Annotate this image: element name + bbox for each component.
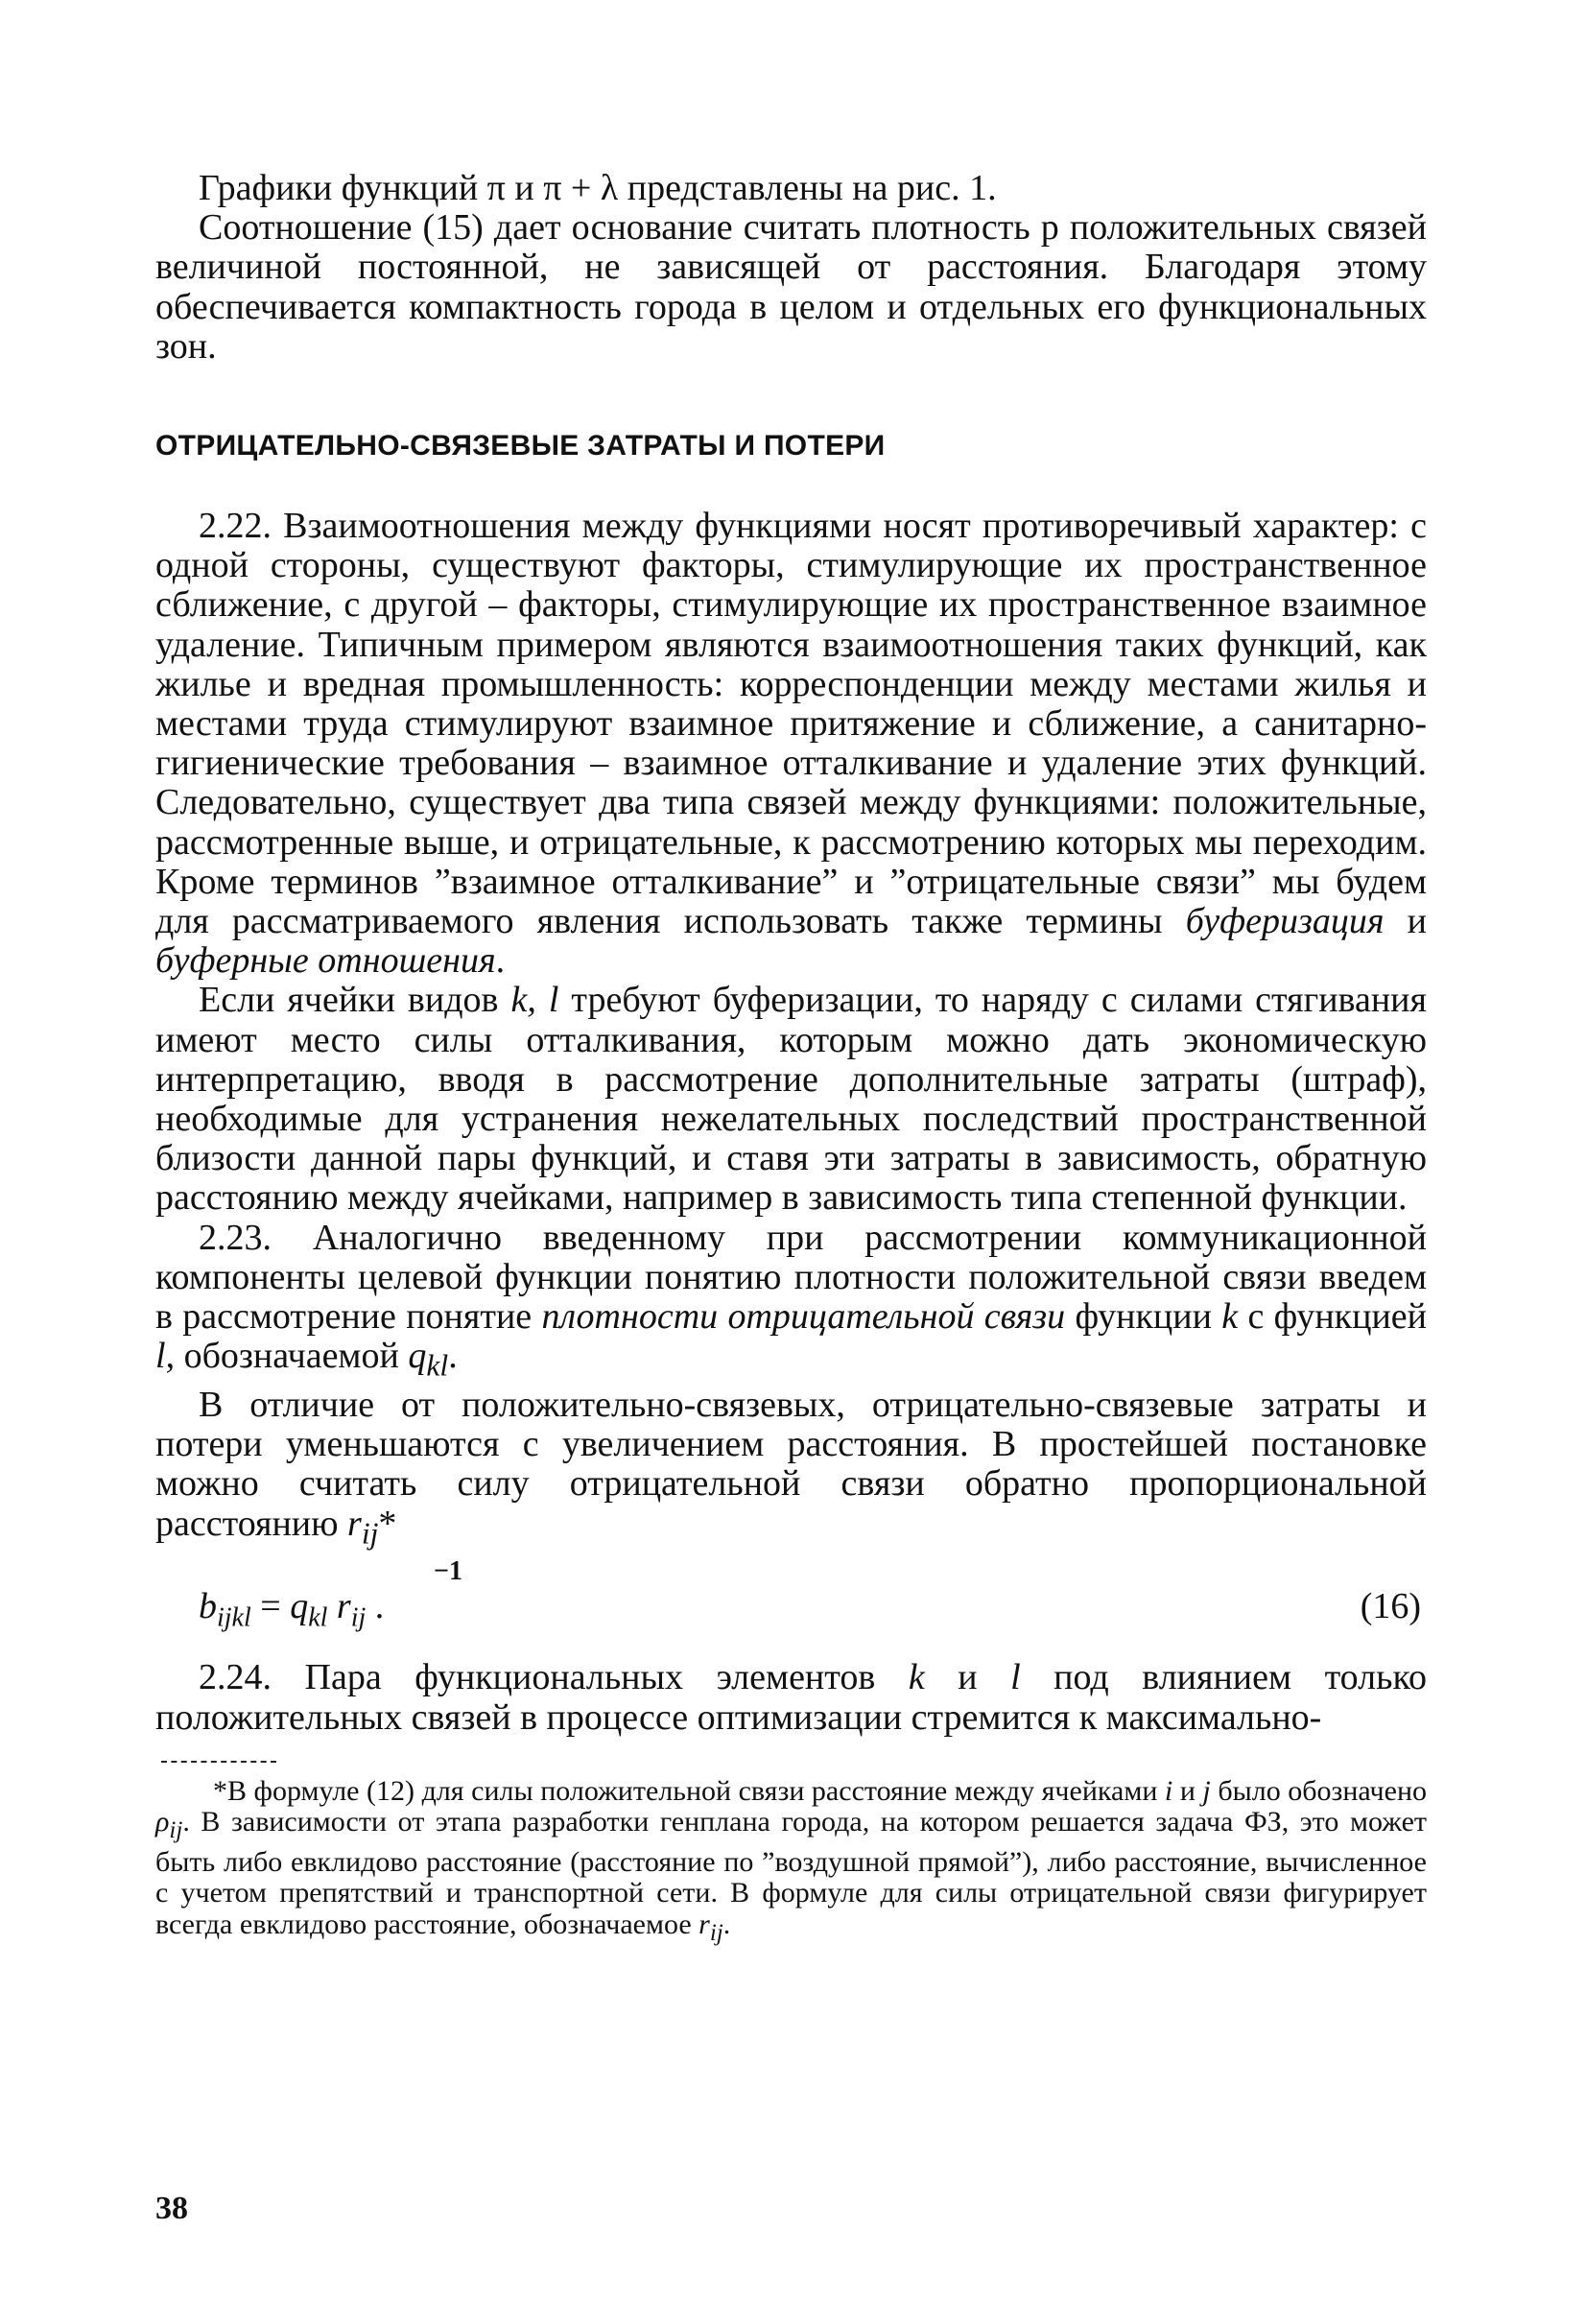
paragraph-2-24: 2.24. Пара функциональных элементов k и l под влиянием только положительных связей в процессе оптимизации стремится к максимально- xyxy=(155,1657,1427,1738)
paragraph-buffer-penalty: Если ячейки видов k, l требуют буферизации, то наряду с силами стягивания имеют место силы отталкивания, которым можно дать экономическую интерпретацию, вводя в рассмотрение дополнительные затраты (штраф), необходимые для устранения нежелательных последствий пространственной близости данной пары функций, и ставя эти затраты в зависимость, обратную расстоянию между ячейками, например в зависимость типа степенной функции. xyxy=(155,980,1427,1219)
term-buferizatsiya: буферизация xyxy=(1185,901,1385,942)
section-number: 2.23. xyxy=(199,1217,272,1258)
section-number: 2.24. xyxy=(199,1657,272,1698)
paragraph-negative-costs: В отличие от положительно-связевых, отрицательно-связевые затраты и потери уменьшаются с увеличением расстояния. В простейшей постановке можно считать силу отрицательной связи обратно пропорциональной расстоянию $r_{ij}*$ xyxy=(155,1385,1427,1551)
footnote-text: *В формуле (12) для силы положительной связи расстояние между ячейками i и j было обозначено $\rho_{ij}$. В зависимости от этапа разработки генплана города, на котором решается задача ФЗ, это может быть либо евклидово расстояние (расстояние по ”воздушной прямой”), либо расстояние, вычисленное с учетом препятствий и транспортной сети. В формуле для силы отрицательной связи фигурирует всегда евклидово расстояние, обозначаемое $r_{ij}$. xyxy=(155,1774,1427,1946)
formula-expression: $b_{ijkl} = q_{kl}$ $r_{ij}$ . xyxy=(199,1586,385,1634)
paragraph-relation-15: Соотношение (15) дает основание считать плотность p положительных связей величиной постоянной, не зависящей от расстояния. Благодаря этому обеспечивается компактность города в целом и отдельных его функциональных зон. xyxy=(155,207,1427,367)
equation-number: (16) xyxy=(1360,1586,1421,1627)
formula-exponent: −1 xyxy=(434,1556,462,1587)
paragraph-graphs: Графики функций π и π + λ представлены на рис. 1. xyxy=(199,168,997,208)
section-heading: ОТРИЦАТЕЛЬНО-СВЯЗЕВЫЕ ЗАТРАТЫ И ПОТЕРИ xyxy=(155,430,886,462)
footnote-separator xyxy=(161,1761,276,1763)
term-bufernye-otnosheniya: буферные отношения xyxy=(155,940,496,982)
section-number: 2.22. xyxy=(199,506,272,547)
paragraph-2-23: 2.23. Аналогично введенному при рассмотрении коммуникационной компоненты целевой функции понятию плотности положительной связи введем в рассмотрение понятие плотности отрицательной связи функции k с функцией l, обозначаемой $q_{kl}$. xyxy=(155,1217,1428,1383)
paragraph-2-22: 2.22. Взаимоотношения между функциями носят противоречивый характер: с одной стороны, существуют факторы, стимулирующие их пространственное сближение, с другой – факторы, стимулирующие их пространственное взаимное удаление. Типичным примером являются взаимоотношения таких функций, как жилье и вредная промышленность: корреспонденции между местами жилья и местами труда стимулируют взаимное притяжение и сближение, а санитарно-гигиенические требования – взаимное отталкивание и удаление этих функций. Следовательно, существует два типа связей между функциями: положительные, рассмотренные выше, и отрицательные, к рассмотрению которых мы переходим. Кроме терминов ”взаимное отталкивание” и ”отрицательные связи” мы будем для рассматриваемого явления использовать также термины буферизация и буферные отношения. xyxy=(155,506,1427,982)
footnote xyxy=(155,1776,1427,1950)
page-number: 38 xyxy=(155,2191,188,2226)
term-negative-density: плотности отрицательной связи xyxy=(541,1296,1066,1338)
text-column xyxy=(155,169,1427,1949)
formula-16 xyxy=(155,1556,1427,1648)
